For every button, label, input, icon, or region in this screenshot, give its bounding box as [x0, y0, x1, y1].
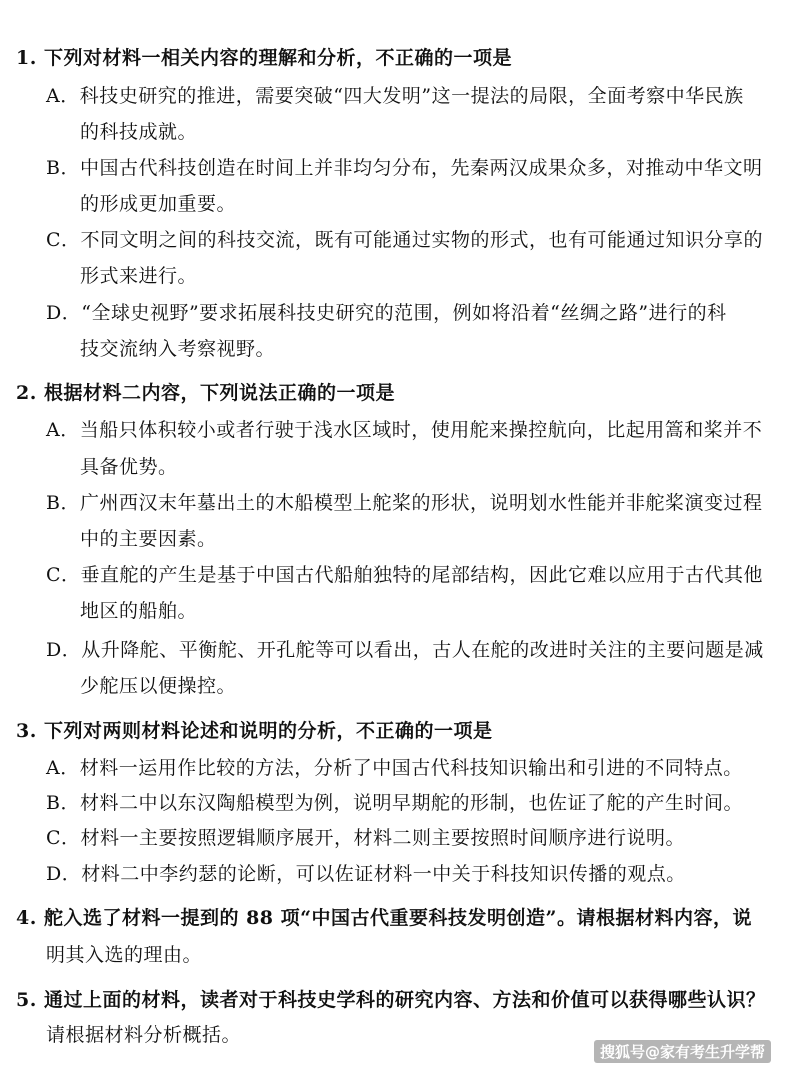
question-1-option-b-continued: 的形成更加重要。	[80, 193, 237, 215]
question-1-option-a-continued: 的科技成就。	[80, 121, 198, 143]
question-2-option-c-continued: 地区的船舶。	[80, 600, 198, 622]
question-2-option-a-continued: 具备优势。	[80, 456, 178, 478]
question-3-option-a: A．材料一运用作比较的方法，分析了中国古代科技知识输出和引进的不同特点。	[46, 757, 743, 779]
question-1-option-d-continued: 技交流纳入考察视野。	[80, 338, 276, 360]
question-2-option-b-continued: 中的主要因素。	[80, 528, 217, 550]
question-1-option-c: C．不同文明之间的科技交流，既有可能通过实物的形式，也有可能通过知识分享的	[46, 229, 764, 251]
question-4-stem-continued: 明其入选的理由。	[46, 944, 203, 966]
question-4-stem: 4. 舵入选了材料一提到的 88 项“中国古代重要科技发明创造”。请根据材料内容，说	[16, 907, 752, 929]
question-3-option-c: C．材料一主要按照逻辑顺序展开，材料二则主要按照时间顺序进行说明。	[46, 827, 686, 849]
question-2-option-a: A．当船只体积较小或者行驶于浅水区域时，使用舵来操控航向，比起用篙和桨并不	[46, 419, 763, 441]
question-5-stem-continued: 请根据材料分析概括。	[46, 1024, 242, 1046]
question-1-option-d: D．“全球史视野”要求拓展科技史研究的范围，例如将沿着“丝绸之路”进行的科	[46, 302, 727, 324]
question-1-option-a: A．科技史研究的推进，需要突破“四大发明”这一提法的局限，全面考察中华民族	[46, 85, 744, 107]
sohu-watermark: 搜狐号@家有考生升学帮	[594, 1040, 771, 1063]
question-2-option-b: B．广州西汉末年墓出土的木船模型上舵桨的形状，说明划水性能并非舵桨演变过程	[46, 492, 763, 514]
question-1-option-c-continued: 形式来进行。	[80, 265, 198, 287]
question-3-option-d: D．材料二中李约瑟的论断，可以佐证材料一中关于科技知识传播的观点。	[46, 863, 686, 885]
question-2-option-d: D．从升降舵、平衡舵、开孔舵等可以看出，古人在舵的改进时关注的主要问题是减	[46, 639, 764, 661]
question-5-stem: 5. 通过上面的材料，读者对于科技史学科的研究内容、方法和价值可以获得哪些认识？	[16, 989, 766, 1011]
question-1-option-b: B．中国古代科技创造在时间上并非均匀分布，先秦两汉成果众多，对推动中华文明	[46, 157, 763, 179]
question-3-option-b: B．材料二中以东汉陶船模型为例，说明早期舵的形制，也佐证了舵的产生时间。	[46, 792, 743, 814]
question-2-option-c: C．垂直舵的产生是基于中国古代船舶独特的尾部结构，因此它难以应用于古代其他	[46, 564, 764, 586]
question-3-stem: 3. 下列对两则材料论述和说明的分析，不正确的一项是	[16, 720, 493, 742]
question-2-option-d-continued: 少舵压以便操控。	[80, 675, 237, 697]
question-1-stem: 1. 下列对材料一相关内容的理解和分析，不正确的一项是	[16, 47, 512, 69]
question-2-stem: 2. 根据材料二内容，下列说法正确的一项是	[16, 382, 395, 404]
